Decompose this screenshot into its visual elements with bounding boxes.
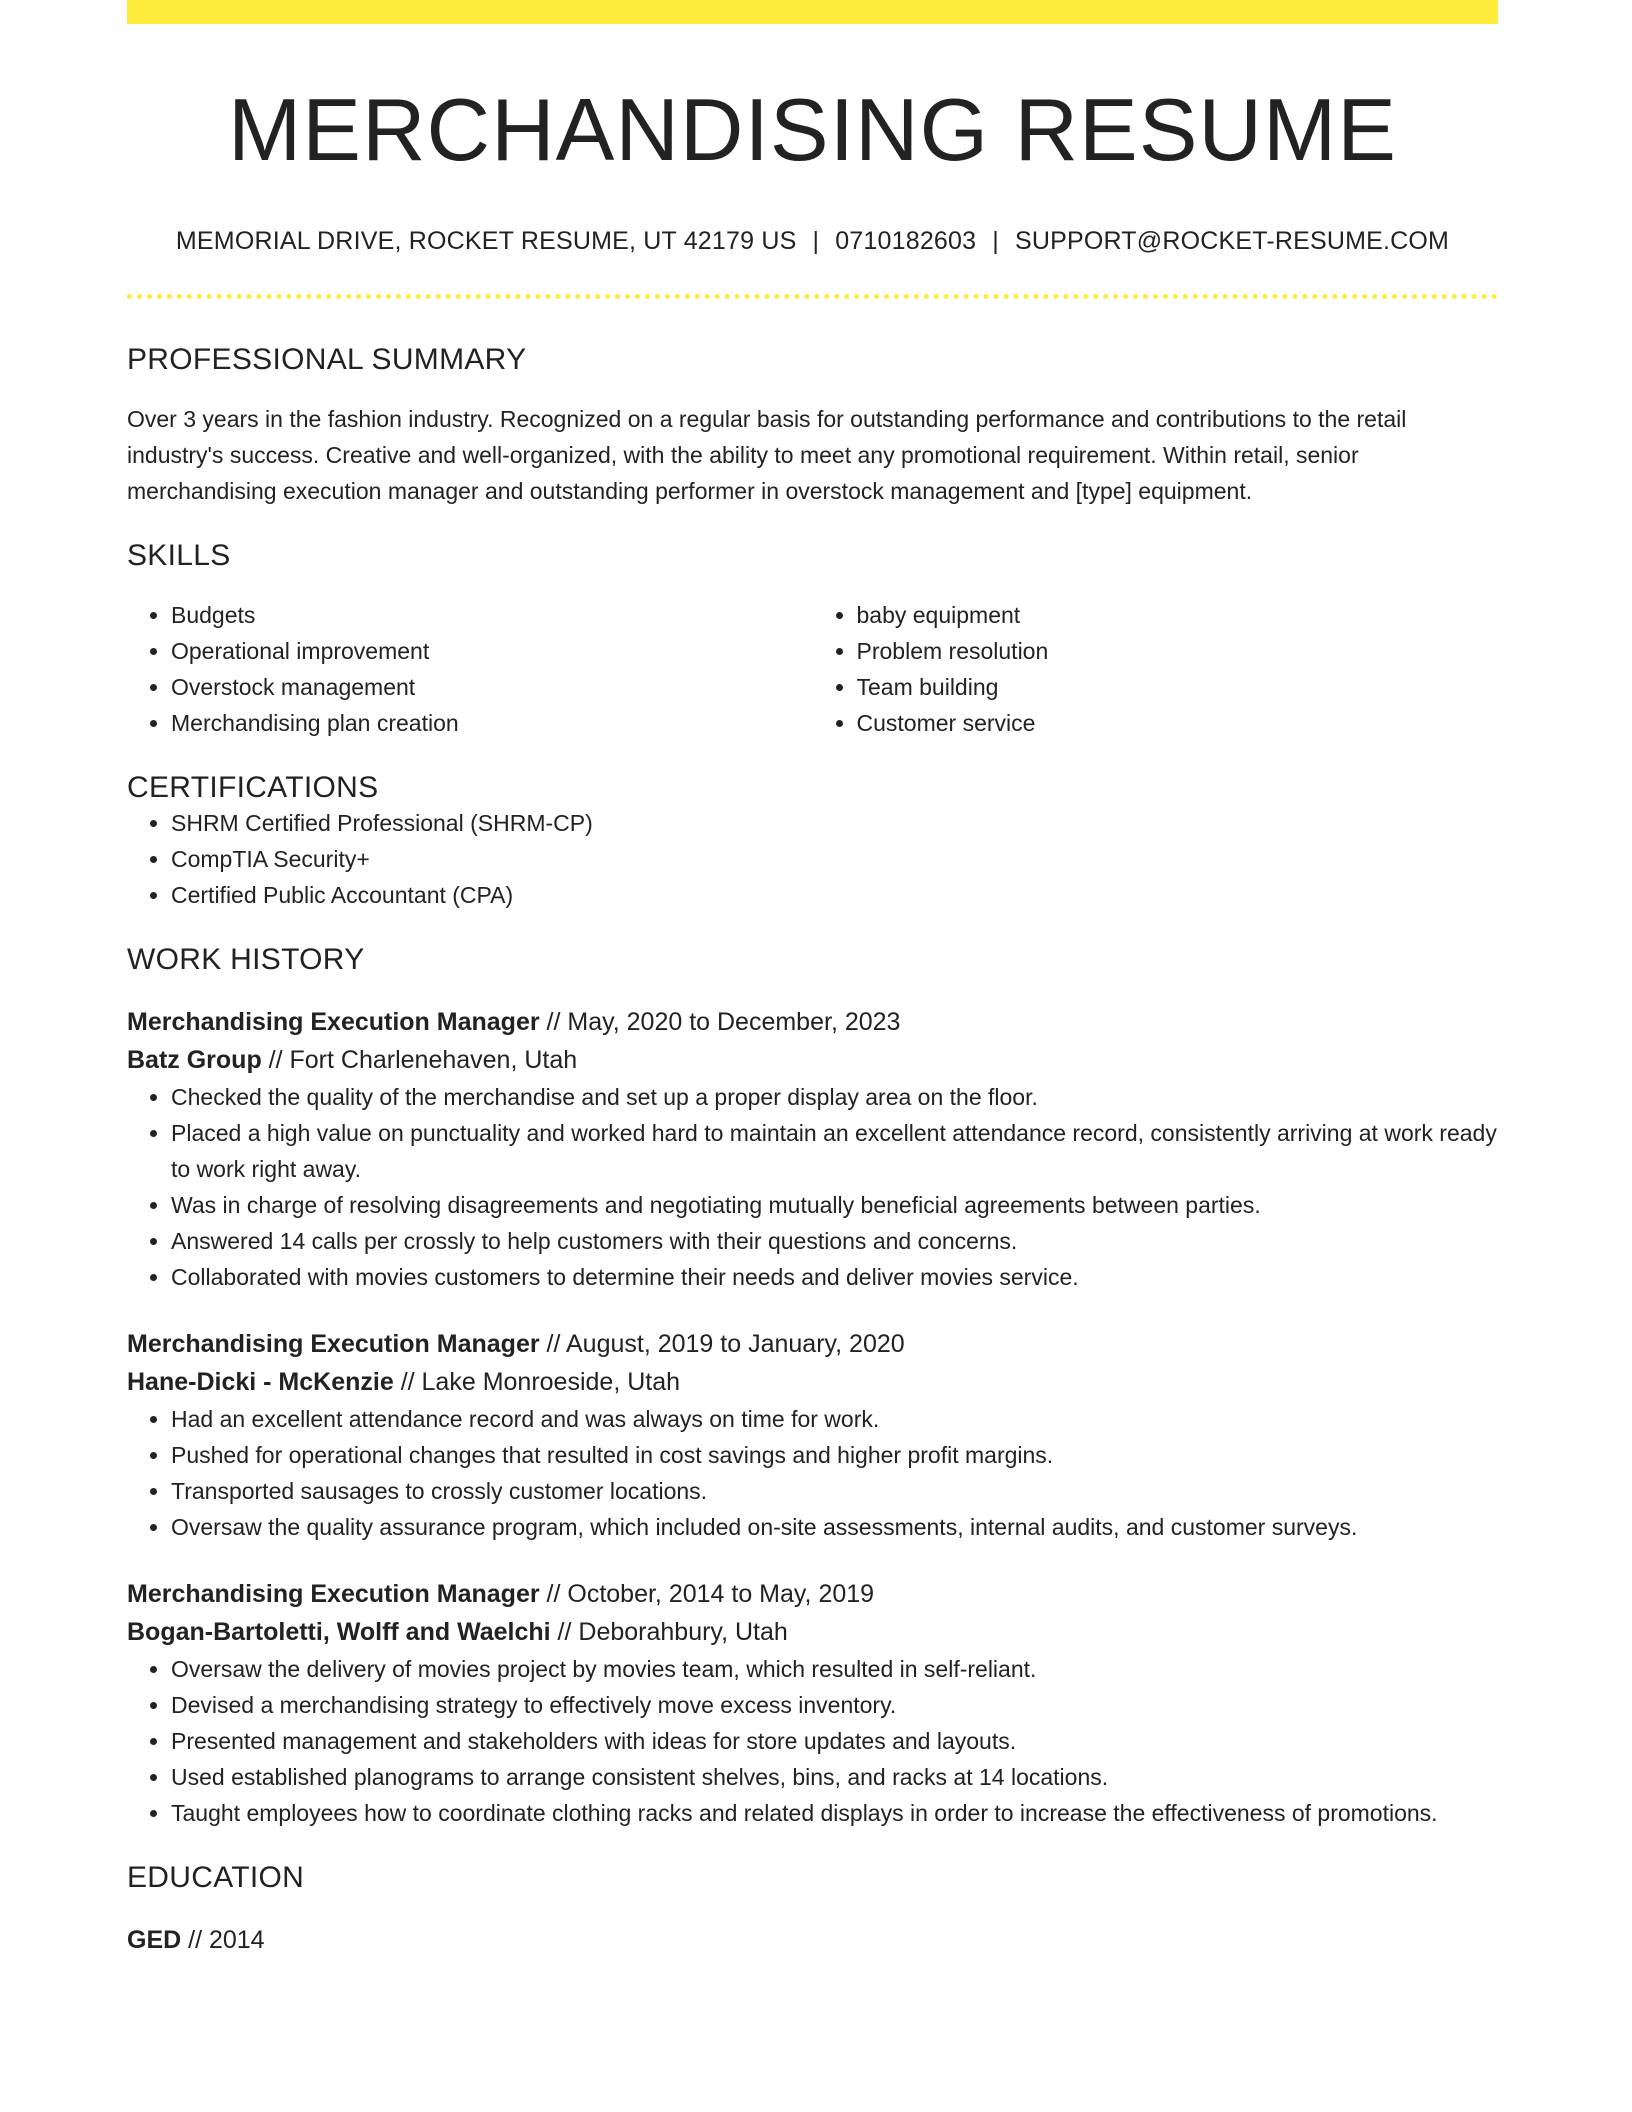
contact-separator: | [812, 226, 820, 255]
job-company: Batz Group [127, 1045, 262, 1074]
skill-item: • Merchandising plan creation [171, 705, 813, 741]
job-entry [127, 1575, 1498, 1831]
job-duty: • Placed a high value on punctuality and worked hard to maintain an excellent attendance record, consistently arriving at work ready to work right away. [171, 1115, 1498, 1187]
dotted-divider [127, 294, 1498, 299]
skill-item: • baby equipment [857, 597, 1499, 633]
job-title-line [127, 1003, 1498, 1041]
job-dates: // October, 2014 to May, 2019 [539, 1579, 875, 1608]
skills-list-right [813, 597, 1499, 741]
skill-item: • Budgets [171, 597, 813, 633]
job-duty: • Checked the quality of the merchandise and set up a proper display area on the floor. [171, 1079, 1498, 1115]
job-location: // Fort Charlenehaven, Utah [261, 1045, 578, 1074]
job-location: // Deborahbury, Utah [550, 1617, 788, 1646]
contact-phone: 0710182603 [835, 226, 977, 255]
job-duty: • Was in charge of resolving disagreements and negotiating mutually beneficial agreements between parties. [171, 1187, 1498, 1223]
education-year: // 2014 [181, 1925, 265, 1954]
certification-item: • Certified Public Accountant (CPA) [171, 877, 1498, 913]
contact-address: MEMORIAL DRIVE, ROCKET RESUME, UT 42179 US [175, 226, 797, 255]
skills-list-left [127, 597, 813, 741]
contact-email: SUPPORT@ROCKET-RESUME.COM [1014, 226, 1450, 255]
job-duty: • Devised a merchandising strategy to effectively move excess inventory. [171, 1687, 1498, 1723]
job-duty: • Transported sausages to crossly customer locations. [171, 1473, 1498, 1509]
work-history-heading: WORK HISTORY [127, 942, 365, 976]
job-duties-list [127, 1651, 1498, 1831]
job-duty: • Taught employees how to coordinate clothing racks and related displays in order to increase the effectiveness of promotions. [171, 1795, 1498, 1831]
job-title: Merchandising Execution Manager [127, 1329, 540, 1358]
job-duty: • Had an excellent attendance record and was always on time for work. [171, 1401, 1498, 1437]
job-title-line [127, 1325, 1498, 1363]
skill-item: • Customer service [857, 705, 1499, 741]
job-duty: • Presented management and stakeholders with ideas for store updates and layouts. [171, 1723, 1498, 1759]
certification-item: • CompTIA Security+ [171, 841, 1498, 877]
job-duty: • Oversaw the delivery of movies project by movies team, which resulted in self-reliant. [171, 1651, 1498, 1687]
job-title: Merchandising Execution Manager [127, 1579, 540, 1608]
skill-item: • Operational improvement [171, 633, 813, 669]
job-dates: // August, 2019 to January, 2020 [539, 1329, 905, 1358]
accent-bar [127, 0, 1498, 24]
job-company: Bogan-Bartoletti, Wolff and Waelchi [127, 1617, 551, 1646]
certifications-heading: CERTIFICATIONS [127, 770, 379, 804]
job-location: // Lake Monroeside, Utah [393, 1367, 681, 1396]
education-entry [127, 1921, 1498, 1959]
resume-title: MERCHANDISING RESUME [228, 80, 1397, 179]
certifications-list [127, 805, 1498, 913]
job-duties-list [127, 1401, 1498, 1545]
skill-item: • Overstock management [171, 669, 813, 705]
contact-separator: | [992, 226, 999, 255]
resume-page [127, 0, 1498, 1959]
job-company-line [127, 1363, 1498, 1401]
skills-heading: SKILLS [127, 538, 231, 572]
job-duty: • Oversaw the quality assurance program, which included on-site assessments, internal audits, and customer surveys. [171, 1509, 1498, 1545]
summary-heading: PROFESSIONAL SUMMARY [127, 342, 527, 376]
job-company: Hane-Dicki - McKenzie [127, 1367, 394, 1396]
job-duty: • Pushed for operational changes that resulted in cost savings and higher profit margins. [171, 1437, 1498, 1473]
education-degree: GED [127, 1925, 182, 1954]
job-dates: // May, 2020 to December, 2023 [539, 1007, 901, 1036]
job-entry [127, 1325, 1498, 1545]
certification-item: • SHRM Certified Professional (SHRM-CP) [171, 805, 1498, 841]
job-company-line [127, 1041, 1498, 1079]
skill-item: • Team building [857, 669, 1499, 705]
job-title: Merchandising Execution Manager [127, 1007, 540, 1036]
contact-line [127, 227, 1498, 256]
job-duty: • Used established planograms to arrange consistent shelves, bins, and racks at 14 locations. [171, 1759, 1498, 1795]
skill-item: • Problem resolution [857, 633, 1499, 669]
skills-grid [127, 597, 1498, 741]
job-duty: • Answered 14 calls per crossly to help customers with their questions and concerns. [171, 1223, 1498, 1259]
education-heading: EDUCATION [127, 1860, 305, 1894]
job-title-line [127, 1575, 1498, 1613]
job-company-line [127, 1613, 1498, 1651]
job-duty: • Collaborated with movies customers to determine their needs and deliver movies service. [171, 1259, 1498, 1295]
job-duties-list [127, 1079, 1498, 1295]
job-entry [127, 1003, 1498, 1295]
summary-text: Over 3 years in the fashion industry. Recognized on a regular basis for outstanding performance and contributions to the retail industry's success. Creative and well-organized, with the ability to meet any promotional requirement. Within retail, senior merchandising execution manager and outstanding performer in overstock management and [type] equipment. [127, 405, 1407, 504]
